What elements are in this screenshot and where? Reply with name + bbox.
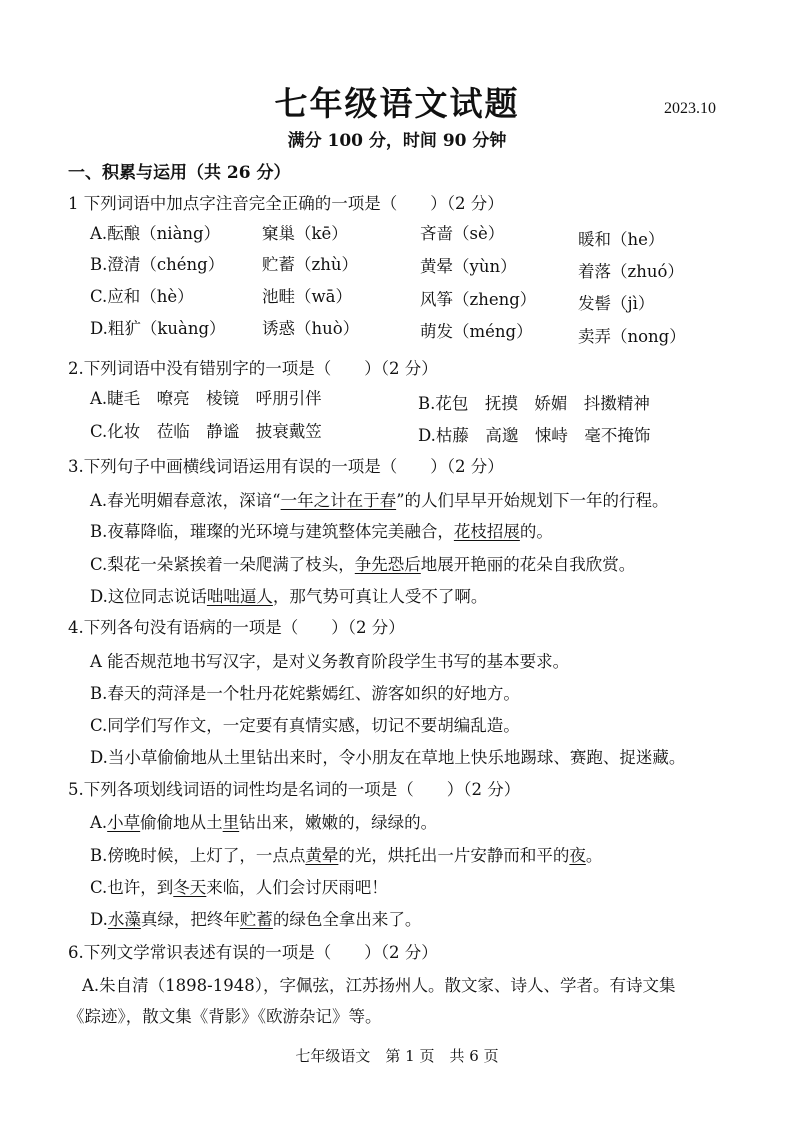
- q5-d-underlined-1: 水藻: [107, 910, 141, 929]
- q2-option-b: B.花包 抚摸 娇媚 抖擞精神: [418, 394, 650, 413]
- q5-a-underlined-1: 小草: [107, 813, 141, 832]
- q3-d-text-post: ，那气势可真让人受不了啊。: [272, 587, 488, 606]
- q3-a-underlined: 一年之计在于春: [280, 491, 397, 510]
- q1-option-d-word4: 卖弄（nong）: [578, 327, 686, 346]
- q5-option-c: [90, 874, 388, 898]
- q5-a-text-2: 偷偷地从土: [140, 813, 223, 832]
- q4-option-d: D.当小草偷偷地从土里钻出来时，令小朋友在草地上快乐地踢球、赛跑、捉迷藏。: [90, 748, 686, 767]
- q3-d-text-pre: D.这位同志说话: [90, 587, 207, 606]
- q1-option-b: B.澄清（chéng）: [90, 255, 225, 274]
- question-5-stem: 5.下列各项划线词语的词性均是名词的一项是（ ）（2 分）: [68, 780, 521, 799]
- q5-c-text-2: 来临，人们会讨厌雨吧！: [206, 878, 388, 897]
- q1-option-a: A.酝酿（niàng）: [90, 224, 221, 243]
- q1-option-d: D.粗犷（kuàng）: [90, 319, 226, 338]
- q5-option-a: [90, 809, 437, 833]
- q1-option-d-word3: 萌发（méng）: [420, 322, 533, 341]
- q3-option-d: [90, 583, 487, 607]
- q4-option-c: C.同学们写作文，一定要有真情实感，切记不要胡编乱造。: [90, 716, 520, 735]
- question-4-stem: 4.下列各句没有语病的一项是（ ）（2 分）: [68, 618, 405, 637]
- q4-option-a: A 能否规范地书写汉字，是对义务教育阶段学生书写的基本要求。: [90, 652, 570, 671]
- q5-d-text-2: 真绿，把终年: [140, 910, 240, 929]
- q1-option-d-word2: 诱惑（huò）: [262, 319, 360, 338]
- q5-d-underlined-2: 贮蓄: [239, 910, 273, 929]
- q1-option-a-word2: 窠巢（kē）: [262, 224, 348, 243]
- q3-c-text-post: 地展开艳丽的花朵自我欣赏。: [420, 555, 636, 574]
- q5-b-underlined-2: 夜: [569, 846, 586, 865]
- q2-option-a: A.睫毛 嘹亮 棱镜 呼朋引伴: [90, 389, 322, 408]
- q3-b-text-pre: B.夜幕降临，璀璨的光环境与建筑整体完美融合，: [90, 522, 454, 541]
- question-6-stem: 6.下列文学常识表述有误的一项是（ ）（2 分）: [68, 943, 438, 962]
- q3-b-text-post: 的。: [519, 522, 553, 541]
- q3-a-text-pre: A.春光明媚春意浓，深谙“: [90, 491, 281, 510]
- question-3-stem: 3.下列句子中画横线词语运用有误的一项是（ ）（2 分）: [68, 457, 504, 476]
- q5-b-underlined-1: 黄晕: [305, 846, 339, 865]
- q6-option-a-line1: A.朱自清（1898-1948），字佩弦，江苏扬州人。散文家、诗人、学者。有诗文集: [82, 976, 676, 995]
- q1-option-c-word2: 池畦（wā）: [262, 287, 352, 306]
- q1-option-c-word3: 风筝（zheng）: [420, 290, 537, 309]
- section-heading: 一、积累与运用（共 26 分）: [68, 163, 291, 183]
- q3-b-underlined: 花枝招展: [453, 522, 520, 541]
- q5-option-b: [90, 842, 602, 866]
- q5-a-text-1: A.: [90, 813, 108, 832]
- q5-c-text-1: C.也许，到: [90, 878, 174, 897]
- q3-d-underlined: 咄咄逼人: [206, 587, 273, 606]
- q2-option-d: D.枯藤 高邈 悚峙 毫不掩饰: [418, 426, 651, 445]
- q3-c-underlined: 争先恐后: [354, 555, 421, 574]
- q6-option-a-line2: 《踪迹》，散文集《背影》《欧游杂记》等。: [68, 1007, 382, 1026]
- q1-option-b-word4: 着落（zhuó）: [578, 262, 684, 281]
- q1-option-a-word3: 吝啬（sè）: [420, 224, 505, 243]
- page-footer: 七年级语文 第 1 页 共 6 页: [295, 1047, 499, 1065]
- question-2-stem: 2.下列词语中没有错别字的一项是（ ）（2 分）: [68, 359, 438, 378]
- question-1-stem: 1 下列词语中加点字注音完全正确的一项是（ ）（2 分）: [68, 194, 504, 213]
- q1-option-a-word4: 暖和（he）: [578, 230, 665, 249]
- q5-b-text-2: 的光，烘托出一片安静而和平的: [338, 846, 570, 865]
- q1-option-c-word4: 发髻（jì）: [578, 294, 655, 313]
- exam-subtitle: 满分 100 分，时间 90 分钟: [287, 131, 507, 151]
- q5-b-text-1: B.傍晚时候，上灯了，一点点: [90, 846, 306, 865]
- q5-option-d: [90, 906, 421, 930]
- q5-a-underlined-2: 里: [222, 813, 240, 832]
- q1-option-b-word3: 黄晕（yùn）: [420, 257, 517, 276]
- q3-option-b: [90, 518, 553, 542]
- q5-b-text-3: 。: [585, 846, 603, 865]
- q3-c-text-pre: C.梨花一朵紧挨着一朵爬满了枝头，: [90, 555, 355, 574]
- q1-option-c: C.应和（hè）: [90, 287, 194, 306]
- q5-d-text-3: 的绿色全拿出来了。: [272, 910, 422, 929]
- exam-date: 2023.10: [664, 100, 716, 117]
- q1-option-b-word2: 贮蓄（zhù）: [262, 255, 358, 274]
- q5-c-underlined-1: 冬天: [173, 878, 207, 897]
- exam-title: 七年级语文试题: [274, 84, 520, 123]
- q2-option-c: C.化妆 莅临 静谧 披衰戴笠: [90, 422, 322, 441]
- q5-d-text-1: D.: [90, 910, 108, 929]
- q3-option-a: [90, 487, 669, 511]
- q3-a-text-post: ”的人们早早开始规划下一年的行程。: [396, 491, 669, 510]
- q4-option-b: B.春天的菏泽是一个牡丹花姹紫嫣红、游客如织的好地方。: [90, 684, 520, 703]
- q5-a-text-3: 钻出来，嫩嫩的，绿绿的。: [239, 813, 438, 832]
- q3-option-c: [90, 551, 635, 575]
